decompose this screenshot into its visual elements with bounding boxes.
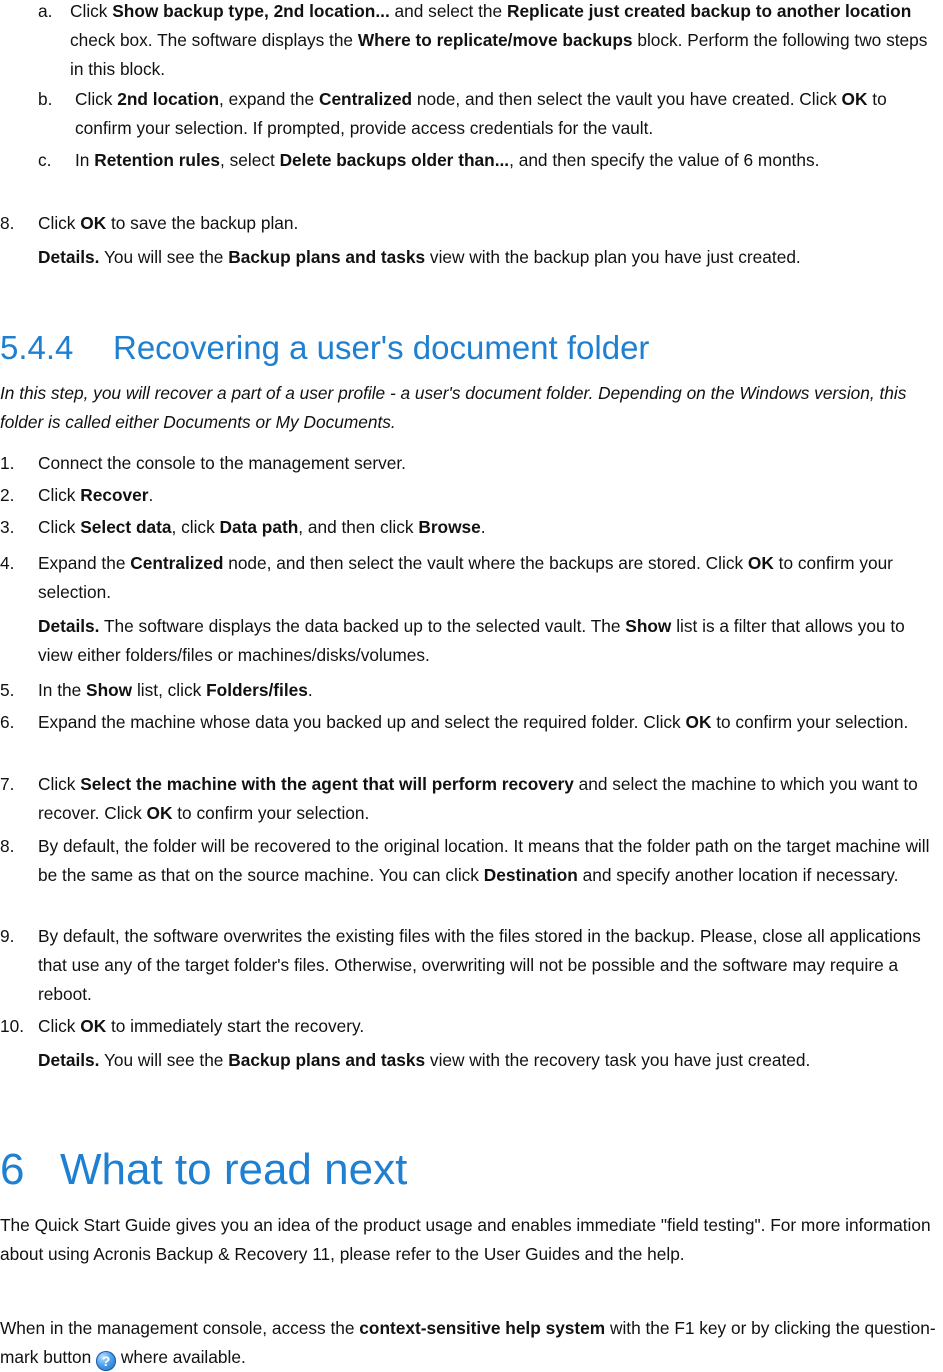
list-marker: 10. <box>0 1016 25 1036</box>
list-marker: 8. <box>0 836 15 856</box>
details-note: Details. You will see the Backup plans and tasks view with the backup plan you have just created. <box>38 247 801 267</box>
list-text: In the Show list, click Folders/files. <box>38 680 313 700</box>
paragraph: When in the management console, access the context-sensitive help system with the F1 key or by clicking the question-mark button ? where available. <box>0 1318 936 1369</box>
section-intro: In this step, you will recover a part of a user profile - a user's document folder. Depending on the Windows version, this folder is called either Documents or My Documents. <box>0 383 907 432</box>
list-marker: c. <box>38 150 52 170</box>
list-text: Connect the console to the management server. <box>38 453 406 473</box>
chapter-heading-6: 6 What to read next <box>0 1145 408 1194</box>
list-text: Click Select data, click Data path, and then click Browse. <box>38 517 486 537</box>
list-marker: 2. <box>0 485 15 505</box>
list-marker: a. <box>38 1 53 21</box>
list-text: By default, the folder will be recovered to the original location. It means that the folder path on the target machine will be the same as that on the source machine. You can click Destination and specify another location if necessary. <box>38 836 930 885</box>
question-mark-help-icon[interactable]: ? <box>96 1351 116 1371</box>
list-text: Click Show backup type, 2nd location... and select the Replicate just created backup to another location check box. The software displays the Where to replicate/move backups block. Perform the following two steps in this block. <box>70 1 928 79</box>
list-marker: 5. <box>0 680 15 700</box>
details-note: Details. You will see the Backup plans and tasks view with the recovery task you have just created. <box>38 1050 811 1070</box>
section-heading-5-4-4: 5.4.4 Recovering a user's document folder <box>0 329 650 366</box>
list-text: Click Select the machine with the agent that will perform recovery and select the machine to which you want to recover. Click OK to confirm your selection. <box>38 774 918 823</box>
list-text: Click OK to save the backup plan. <box>38 213 299 233</box>
list-marker: 4. <box>0 553 15 573</box>
list-text: Click 2nd location, expand the Centralized node, and then select the vault you have created. Click OK to confirm your selection. If prompted, provide access credentials for the vault. <box>75 89 887 138</box>
list-marker: 6. <box>0 712 15 732</box>
list-text: Expand the Centralized node, and then select the vault where the backups are stored. Click OK to confirm your selection. <box>38 553 893 602</box>
paragraph: The Quick Start Guide gives you an idea of the product usage and enables immediate "field testing". For more information about using Acronis Backup & Recovery 11, please refer to the User Guides and the help. <box>0 1215 931 1264</box>
list-text: Expand the machine whose data you backed up and select the required folder. Click OK to confirm your selection. <box>38 712 909 732</box>
list-marker: b. <box>38 89 53 109</box>
list-text: By default, the software overwrites the existing files with the files stored in the backup. Please, close all applications that use any of the target folder's files. Otherwise, overwriting will not be possible and the software may require a reboot. <box>38 926 921 1004</box>
details-note: Details. The software displays the data backed up to the selected vault. The Show list is a filter that allows you to view either folders/files or machines/disks/volumes. <box>38 616 905 665</box>
list-marker: 9. <box>0 926 15 946</box>
list-marker: 3. <box>0 517 15 537</box>
list-marker: 8. <box>0 213 15 233</box>
list-text: In Retention rules, select Delete backups older than..., and then specify the value of 6 months. <box>75 150 820 170</box>
list-marker: 7. <box>0 774 15 794</box>
list-marker: 1. <box>0 453 15 473</box>
list-text: Click OK to immediately start the recovery. <box>38 1016 365 1036</box>
list-text: Click Recover. <box>38 485 154 505</box>
